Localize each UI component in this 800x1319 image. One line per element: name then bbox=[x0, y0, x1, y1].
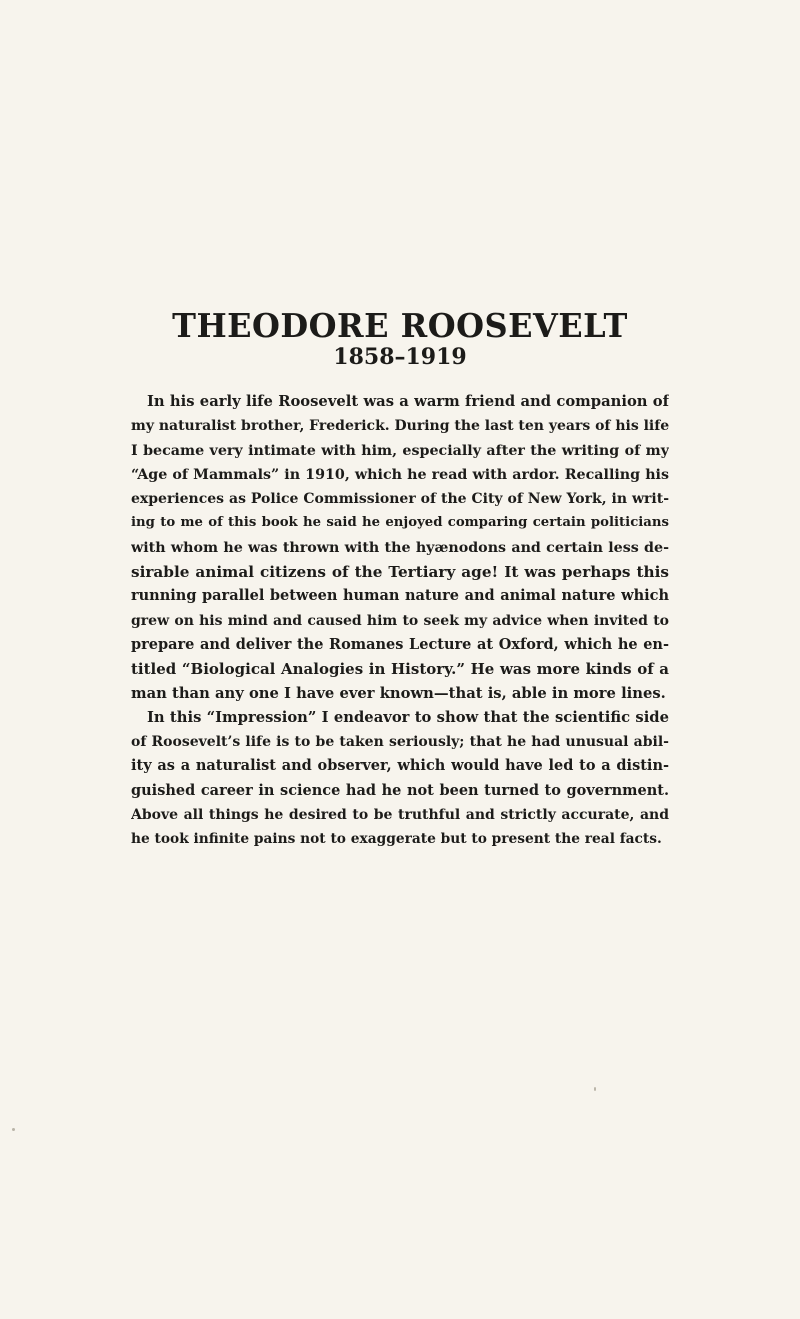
body-text bbox=[131, 390, 669, 852]
text-line: ity as a naturalist and observer, which would have led to a distin- bbox=[131, 757, 669, 775]
text-line: of Roosevelt’s life is to be taken seriously; that he had unusual abil- bbox=[131, 734, 669, 751]
text-line: In this “Impression” I endeavor to show that the scientific side bbox=[147, 708, 669, 726]
text-line: with whom he was thrown with the hyænodons and certain less de- bbox=[131, 539, 669, 556]
text-line: I became very intimate with him, especially after the writing of my bbox=[131, 442, 669, 459]
text-line: ing to me of this book he said he enjoyed comparing certain politicians bbox=[131, 515, 669, 531]
paper-speck bbox=[594, 1087, 596, 1091]
text-line: sirable animal citizens of the Tertiary age! It was perhaps this bbox=[131, 563, 669, 582]
text-line: he took infinite pains not to exaggerate but to present the real facts. bbox=[131, 831, 662, 848]
paper-speck bbox=[12, 1128, 15, 1131]
life-dates: 1858–1919 bbox=[333, 344, 467, 370]
text-line: Above all things he desired to be truthful and strictly accurate, and bbox=[131, 807, 669, 824]
text-line: guished career in science had he not been turned to government. bbox=[131, 781, 669, 799]
text-line: titled “Biological Analogies in History.” He was more kinds of a bbox=[131, 660, 669, 679]
text-line: grew on his mind and caused him to seek my advice when invited to bbox=[131, 612, 669, 629]
text-line: running parallel between human nature and animal nature which bbox=[131, 587, 669, 605]
text-line: my naturalist brother, Frederick. During the last ten years of his life bbox=[131, 418, 669, 435]
text-line: In his early life Roosevelt was a warm friend and companion of bbox=[147, 393, 669, 410]
paragraph-2 bbox=[131, 706, 669, 852]
paragraph-1 bbox=[131, 390, 669, 706]
text-line: “Age of Mammals” in 1910, which he read with ardor. Recalling his bbox=[131, 466, 669, 483]
text-line: prepare and deliver the Romanes Lecture at Oxford, which he en- bbox=[131, 635, 669, 653]
text-line: man than any one I have ever known—that is, able in more lines. bbox=[131, 684, 666, 702]
text-line: experiences as Police Commissioner of the City of New York, in writ- bbox=[131, 491, 669, 508]
page-title: THEODORE ROOSEVELT bbox=[172, 306, 628, 345]
